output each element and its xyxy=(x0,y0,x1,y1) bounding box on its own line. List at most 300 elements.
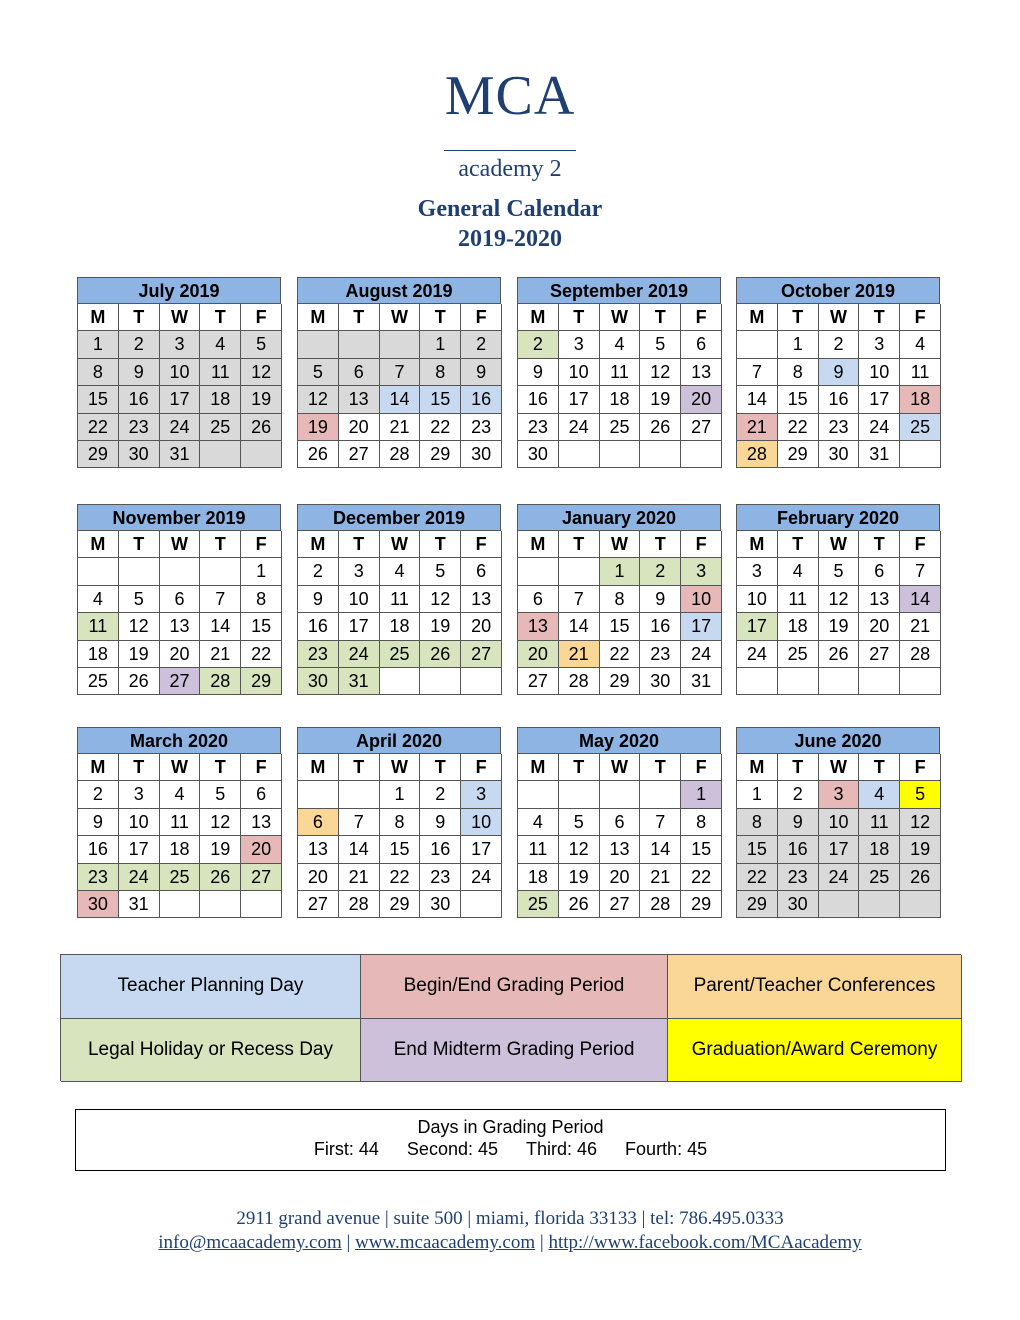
weekday-header: M xyxy=(298,754,339,781)
day-cell: 28 xyxy=(380,441,421,468)
day-cell: 9 xyxy=(778,809,819,836)
day-cell: 18 xyxy=(380,613,421,640)
day-cell: 30 xyxy=(461,441,502,468)
day-cell: 18 xyxy=(518,864,559,891)
day-cell xyxy=(737,668,778,695)
month-table xyxy=(297,727,501,918)
day-cell: 8 xyxy=(380,809,421,836)
month-table xyxy=(736,727,940,918)
month-title: April 2020 xyxy=(297,727,501,753)
month-days-grid xyxy=(297,303,501,468)
day-cell: 3 xyxy=(119,781,160,808)
weekday-header: M xyxy=(78,531,119,558)
day-cell: 23 xyxy=(461,414,502,441)
day-cell xyxy=(461,668,502,695)
day-cell: 3 xyxy=(160,331,201,358)
weekday-header: W xyxy=(600,304,641,331)
day-cell: 2 xyxy=(298,558,339,585)
day-cell xyxy=(737,331,778,358)
day-cell: 24 xyxy=(160,414,201,441)
day-cell: 3 xyxy=(859,331,900,358)
footer-separator: | xyxy=(535,1232,549,1253)
grading-period-title: Days in Grading Period xyxy=(417,1117,604,1137)
day-cell: 19 xyxy=(298,414,339,441)
day-cell: 1 xyxy=(600,558,641,585)
day-cell: 27 xyxy=(518,668,559,695)
day-cell: 24 xyxy=(559,414,600,441)
day-cell: 10 xyxy=(119,809,160,836)
day-cell: 23 xyxy=(298,641,339,668)
month-table xyxy=(517,727,721,918)
day-cell: 14 xyxy=(737,386,778,413)
month-title: June 2020 xyxy=(736,727,940,753)
day-cell: 4 xyxy=(600,331,641,358)
day-cell: 26 xyxy=(559,891,600,918)
day-cell: 13 xyxy=(461,586,502,613)
day-cell: 27 xyxy=(160,668,201,695)
day-cell: 1 xyxy=(420,331,461,358)
day-cell: 7 xyxy=(200,586,241,613)
day-cell: 15 xyxy=(737,836,778,863)
day-cell: 17 xyxy=(859,386,900,413)
day-cell: 18 xyxy=(160,836,201,863)
day-cell: 14 xyxy=(380,386,421,413)
day-cell: 9 xyxy=(461,359,502,386)
month-title: July 2019 xyxy=(77,277,281,303)
weekday-header: T xyxy=(119,304,160,331)
day-cell: 26 xyxy=(420,641,461,668)
day-cell xyxy=(640,781,681,808)
day-cell: 21 xyxy=(900,613,941,640)
day-cell: 21 xyxy=(380,414,421,441)
day-cell: 5 xyxy=(819,558,860,585)
day-cell: 14 xyxy=(900,586,941,613)
day-cell: 29 xyxy=(600,668,641,695)
day-cell: 20 xyxy=(160,641,201,668)
day-cell: 17 xyxy=(160,386,201,413)
legend-item: Parent/Teacher Conferences xyxy=(668,955,962,1019)
weekday-header: T xyxy=(339,304,380,331)
day-cell: 6 xyxy=(241,781,282,808)
month-title: August 2019 xyxy=(297,277,501,303)
day-cell: 24 xyxy=(819,864,860,891)
legend-item: Graduation/Award Ceremony xyxy=(668,1019,962,1083)
day-cell: 25 xyxy=(600,414,641,441)
day-cell: 31 xyxy=(119,891,160,918)
day-cell: 10 xyxy=(819,809,860,836)
day-cell: 20 xyxy=(461,613,502,640)
month-title: December 2019 xyxy=(297,504,501,530)
day-cell: 8 xyxy=(737,809,778,836)
weekday-header: T xyxy=(640,754,681,781)
month-table xyxy=(517,504,721,695)
day-cell: 23 xyxy=(819,414,860,441)
day-cell: 7 xyxy=(640,809,681,836)
day-cell: 29 xyxy=(778,441,819,468)
day-cell: 27 xyxy=(600,891,641,918)
day-cell: 29 xyxy=(78,441,119,468)
day-cell: 23 xyxy=(778,864,819,891)
day-cell: 1 xyxy=(78,331,119,358)
day-cell xyxy=(600,781,641,808)
day-cell: 15 xyxy=(241,613,282,640)
day-cell: 31 xyxy=(160,441,201,468)
day-cell: 12 xyxy=(298,386,339,413)
day-cell: 9 xyxy=(298,586,339,613)
day-cell: 26 xyxy=(298,441,339,468)
day-cell: 21 xyxy=(200,641,241,668)
grading-first: First: 44 xyxy=(313,1139,379,1159)
weekday-header: M xyxy=(298,304,339,331)
day-cell: 25 xyxy=(859,864,900,891)
day-cell: 15 xyxy=(78,386,119,413)
day-cell: 27 xyxy=(241,864,282,891)
footer-address: 2911 grand avenue | suite 500 | miami, florida 33133 | tel: 786.495.0333 xyxy=(236,1208,784,1229)
day-cell: 27 xyxy=(461,641,502,668)
day-cell: 12 xyxy=(200,809,241,836)
weekday-header: T xyxy=(200,754,241,781)
day-cell xyxy=(420,668,461,695)
month-title: November 2019 xyxy=(77,504,281,530)
day-cell: 29 xyxy=(681,891,722,918)
day-cell: 4 xyxy=(778,558,819,585)
day-cell: 2 xyxy=(78,781,119,808)
day-cell xyxy=(859,668,900,695)
month-title: February 2020 xyxy=(736,504,940,530)
day-cell xyxy=(298,781,339,808)
weekday-header: W xyxy=(600,531,641,558)
day-cell: 27 xyxy=(859,641,900,668)
grading-third: Third: 46 xyxy=(526,1139,598,1159)
day-cell: 19 xyxy=(119,641,160,668)
day-cell: 26 xyxy=(640,414,681,441)
day-cell: 6 xyxy=(681,331,722,358)
day-cell: 17 xyxy=(461,836,502,863)
day-cell xyxy=(900,891,941,918)
day-cell: 24 xyxy=(339,641,380,668)
facebook-link[interactable]: http://www.facebook.com/MCAacademy xyxy=(548,1232,862,1253)
day-cell: 5 xyxy=(200,781,241,808)
day-cell xyxy=(819,891,860,918)
weekday-header: W xyxy=(819,304,860,331)
day-cell xyxy=(339,331,380,358)
weekday-header: T xyxy=(778,754,819,781)
day-cell: 6 xyxy=(298,809,339,836)
day-cell: 15 xyxy=(681,836,722,863)
weekday-header: T xyxy=(119,754,160,781)
day-cell xyxy=(119,558,160,585)
day-cell: 17 xyxy=(681,613,722,640)
day-cell: 8 xyxy=(241,586,282,613)
day-cell: 29 xyxy=(737,891,778,918)
day-cell: 17 xyxy=(339,613,380,640)
day-cell: 10 xyxy=(559,359,600,386)
day-cell: 23 xyxy=(518,414,559,441)
weekday-header: T xyxy=(119,531,160,558)
day-cell: 13 xyxy=(681,359,722,386)
day-cell: 5 xyxy=(559,809,600,836)
day-cell: 24 xyxy=(461,864,502,891)
logo-divider xyxy=(444,150,576,151)
day-cell: 30 xyxy=(119,441,160,468)
day-cell: 8 xyxy=(681,809,722,836)
day-cell: 24 xyxy=(859,414,900,441)
legend-item: Legal Holiday or Recess Day xyxy=(61,1019,361,1083)
day-cell: 4 xyxy=(380,558,421,585)
month-title: May 2020 xyxy=(517,727,721,753)
weekday-header: T xyxy=(559,531,600,558)
day-cell: 10 xyxy=(461,809,502,836)
day-cell xyxy=(900,441,941,468)
day-cell: 21 xyxy=(339,864,380,891)
day-cell: 11 xyxy=(380,586,421,613)
day-cell: 18 xyxy=(900,386,941,413)
footer-links xyxy=(0,1230,1020,1256)
day-cell: 10 xyxy=(339,586,380,613)
day-cell xyxy=(559,781,600,808)
weekday-header: W xyxy=(380,531,421,558)
day-cell: 5 xyxy=(420,558,461,585)
day-cell: 16 xyxy=(518,386,559,413)
day-cell xyxy=(380,668,421,695)
day-cell xyxy=(640,441,681,468)
day-cell: 15 xyxy=(600,613,641,640)
day-cell: 11 xyxy=(518,836,559,863)
day-cell: 2 xyxy=(518,331,559,358)
day-cell: 13 xyxy=(600,836,641,863)
day-cell: 18 xyxy=(778,613,819,640)
day-cell: 6 xyxy=(339,359,380,386)
day-cell: 23 xyxy=(640,641,681,668)
weekday-header: W xyxy=(819,531,860,558)
grading-period-box xyxy=(75,1109,946,1171)
day-cell: 18 xyxy=(859,836,900,863)
day-cell: 7 xyxy=(737,359,778,386)
month-table xyxy=(77,504,281,695)
day-cell: 13 xyxy=(518,613,559,640)
day-cell: 19 xyxy=(420,613,461,640)
weekday-header: T xyxy=(859,754,900,781)
day-cell xyxy=(559,558,600,585)
weekday-header: W xyxy=(380,304,421,331)
day-cell: 6 xyxy=(859,558,900,585)
day-cell: 13 xyxy=(298,836,339,863)
day-cell: 25 xyxy=(900,414,941,441)
day-cell: 30 xyxy=(778,891,819,918)
day-cell: 16 xyxy=(819,386,860,413)
logo-wordmark: MCA xyxy=(444,65,576,127)
day-cell: 9 xyxy=(819,359,860,386)
day-cell: 8 xyxy=(600,586,641,613)
day-cell xyxy=(819,668,860,695)
day-cell: 31 xyxy=(339,668,380,695)
day-cell: 17 xyxy=(559,386,600,413)
logo-subtitle: academy 2 xyxy=(458,156,562,182)
month-days-grid xyxy=(77,753,281,918)
month-days-grid xyxy=(736,303,940,468)
day-cell: 10 xyxy=(681,586,722,613)
day-cell: 28 xyxy=(640,891,681,918)
day-cell: 18 xyxy=(78,641,119,668)
weekday-header: T xyxy=(559,754,600,781)
day-cell: 1 xyxy=(778,331,819,358)
day-cell: 30 xyxy=(78,891,119,918)
day-cell: 24 xyxy=(119,864,160,891)
day-cell: 20 xyxy=(298,864,339,891)
weekday-header: T xyxy=(859,304,900,331)
month-table xyxy=(736,277,940,468)
day-cell: 17 xyxy=(737,613,778,640)
day-cell: 12 xyxy=(420,586,461,613)
day-cell: 8 xyxy=(778,359,819,386)
day-cell: 9 xyxy=(78,809,119,836)
email-link[interactable]: info@mcaacademy.com xyxy=(158,1232,342,1253)
day-cell: 8 xyxy=(420,359,461,386)
day-cell: 26 xyxy=(900,864,941,891)
day-cell: 1 xyxy=(380,781,421,808)
day-cell: 3 xyxy=(339,558,380,585)
day-cell: 5 xyxy=(298,359,339,386)
day-cell: 27 xyxy=(298,891,339,918)
month-days-grid xyxy=(77,303,281,468)
weekday-header: F xyxy=(461,531,502,558)
day-cell: 19 xyxy=(559,864,600,891)
day-cell: 14 xyxy=(559,613,600,640)
day-cell: 16 xyxy=(298,613,339,640)
day-cell: 6 xyxy=(600,809,641,836)
day-cell xyxy=(200,891,241,918)
day-cell: 29 xyxy=(241,668,282,695)
day-cell: 11 xyxy=(78,613,119,640)
month-days-grid xyxy=(517,303,721,468)
day-cell: 22 xyxy=(681,864,722,891)
day-cell: 2 xyxy=(461,331,502,358)
day-cell: 25 xyxy=(518,891,559,918)
day-cell xyxy=(298,331,339,358)
weekday-header: F xyxy=(681,304,722,331)
day-cell: 26 xyxy=(200,864,241,891)
day-cell: 12 xyxy=(559,836,600,863)
month-days-grid xyxy=(736,753,940,918)
day-cell: 2 xyxy=(119,331,160,358)
month-table xyxy=(517,277,721,468)
day-cell: 9 xyxy=(119,359,160,386)
weekday-header: T xyxy=(200,531,241,558)
day-cell: 16 xyxy=(420,836,461,863)
day-cell: 23 xyxy=(420,864,461,891)
day-cell: 11 xyxy=(900,359,941,386)
day-cell: 22 xyxy=(241,641,282,668)
day-cell xyxy=(900,668,941,695)
day-cell: 17 xyxy=(119,836,160,863)
day-cell: 21 xyxy=(559,641,600,668)
legend-item: Teacher Planning Day xyxy=(61,955,361,1019)
day-cell: 30 xyxy=(819,441,860,468)
month-title: October 2019 xyxy=(736,277,940,303)
day-cell: 13 xyxy=(241,809,282,836)
weekday-header: T xyxy=(778,304,819,331)
day-cell: 1 xyxy=(681,781,722,808)
weekday-header: W xyxy=(160,304,201,331)
day-cell: 19 xyxy=(241,386,282,413)
day-cell: 19 xyxy=(819,613,860,640)
day-cell: 3 xyxy=(559,331,600,358)
weekday-header: M xyxy=(518,754,559,781)
weekday-header: T xyxy=(420,754,461,781)
day-cell: 13 xyxy=(859,586,900,613)
day-cell: 17 xyxy=(819,836,860,863)
day-cell xyxy=(241,891,282,918)
day-cell: 20 xyxy=(859,613,900,640)
day-cell xyxy=(160,558,201,585)
day-cell: 24 xyxy=(681,641,722,668)
weekday-header: W xyxy=(380,754,421,781)
legend-item: End Midterm Grading Period xyxy=(361,1019,668,1083)
day-cell: 19 xyxy=(900,836,941,863)
day-cell: 25 xyxy=(200,414,241,441)
weekday-header: F xyxy=(461,304,502,331)
weekday-header: M xyxy=(737,304,778,331)
day-cell: 6 xyxy=(160,586,201,613)
day-cell xyxy=(380,331,421,358)
day-cell xyxy=(339,781,380,808)
day-cell xyxy=(600,441,641,468)
day-cell: 11 xyxy=(200,359,241,386)
month-days-grid xyxy=(297,753,501,918)
day-cell: 10 xyxy=(737,586,778,613)
day-cell xyxy=(559,441,600,468)
weekday-header: F xyxy=(900,754,941,781)
grading-second: Second: 45 xyxy=(406,1139,498,1159)
day-cell: 20 xyxy=(600,864,641,891)
weekday-header: T xyxy=(420,304,461,331)
day-cell: 20 xyxy=(518,641,559,668)
day-cell: 23 xyxy=(78,864,119,891)
day-cell: 4 xyxy=(200,331,241,358)
day-cell: 2 xyxy=(640,558,681,585)
day-cell: 9 xyxy=(420,809,461,836)
day-cell: 26 xyxy=(119,668,160,695)
weekday-header: T xyxy=(420,531,461,558)
weekday-header: M xyxy=(78,304,119,331)
day-cell xyxy=(200,441,241,468)
weekday-header: M xyxy=(78,754,119,781)
day-cell xyxy=(461,891,502,918)
day-cell: 30 xyxy=(298,668,339,695)
grading-period-counts xyxy=(76,1138,945,1160)
day-cell: 16 xyxy=(461,386,502,413)
day-cell xyxy=(518,558,559,585)
weekday-header: W xyxy=(160,531,201,558)
day-cell: 23 xyxy=(119,414,160,441)
day-cell: 26 xyxy=(241,414,282,441)
day-cell: 30 xyxy=(640,668,681,695)
day-cell: 8 xyxy=(78,359,119,386)
day-cell: 12 xyxy=(241,359,282,386)
month-days-grid xyxy=(297,530,501,695)
day-cell: 22 xyxy=(78,414,119,441)
day-cell: 25 xyxy=(160,864,201,891)
day-cell: 24 xyxy=(737,641,778,668)
day-cell: 5 xyxy=(640,331,681,358)
day-cell: 5 xyxy=(241,331,282,358)
website-link[interactable]: www.mcaacademy.com xyxy=(355,1232,536,1253)
weekday-header: M xyxy=(298,531,339,558)
weekday-header: F xyxy=(900,304,941,331)
day-cell xyxy=(859,891,900,918)
day-cell: 16 xyxy=(119,386,160,413)
day-cell: 1 xyxy=(737,781,778,808)
